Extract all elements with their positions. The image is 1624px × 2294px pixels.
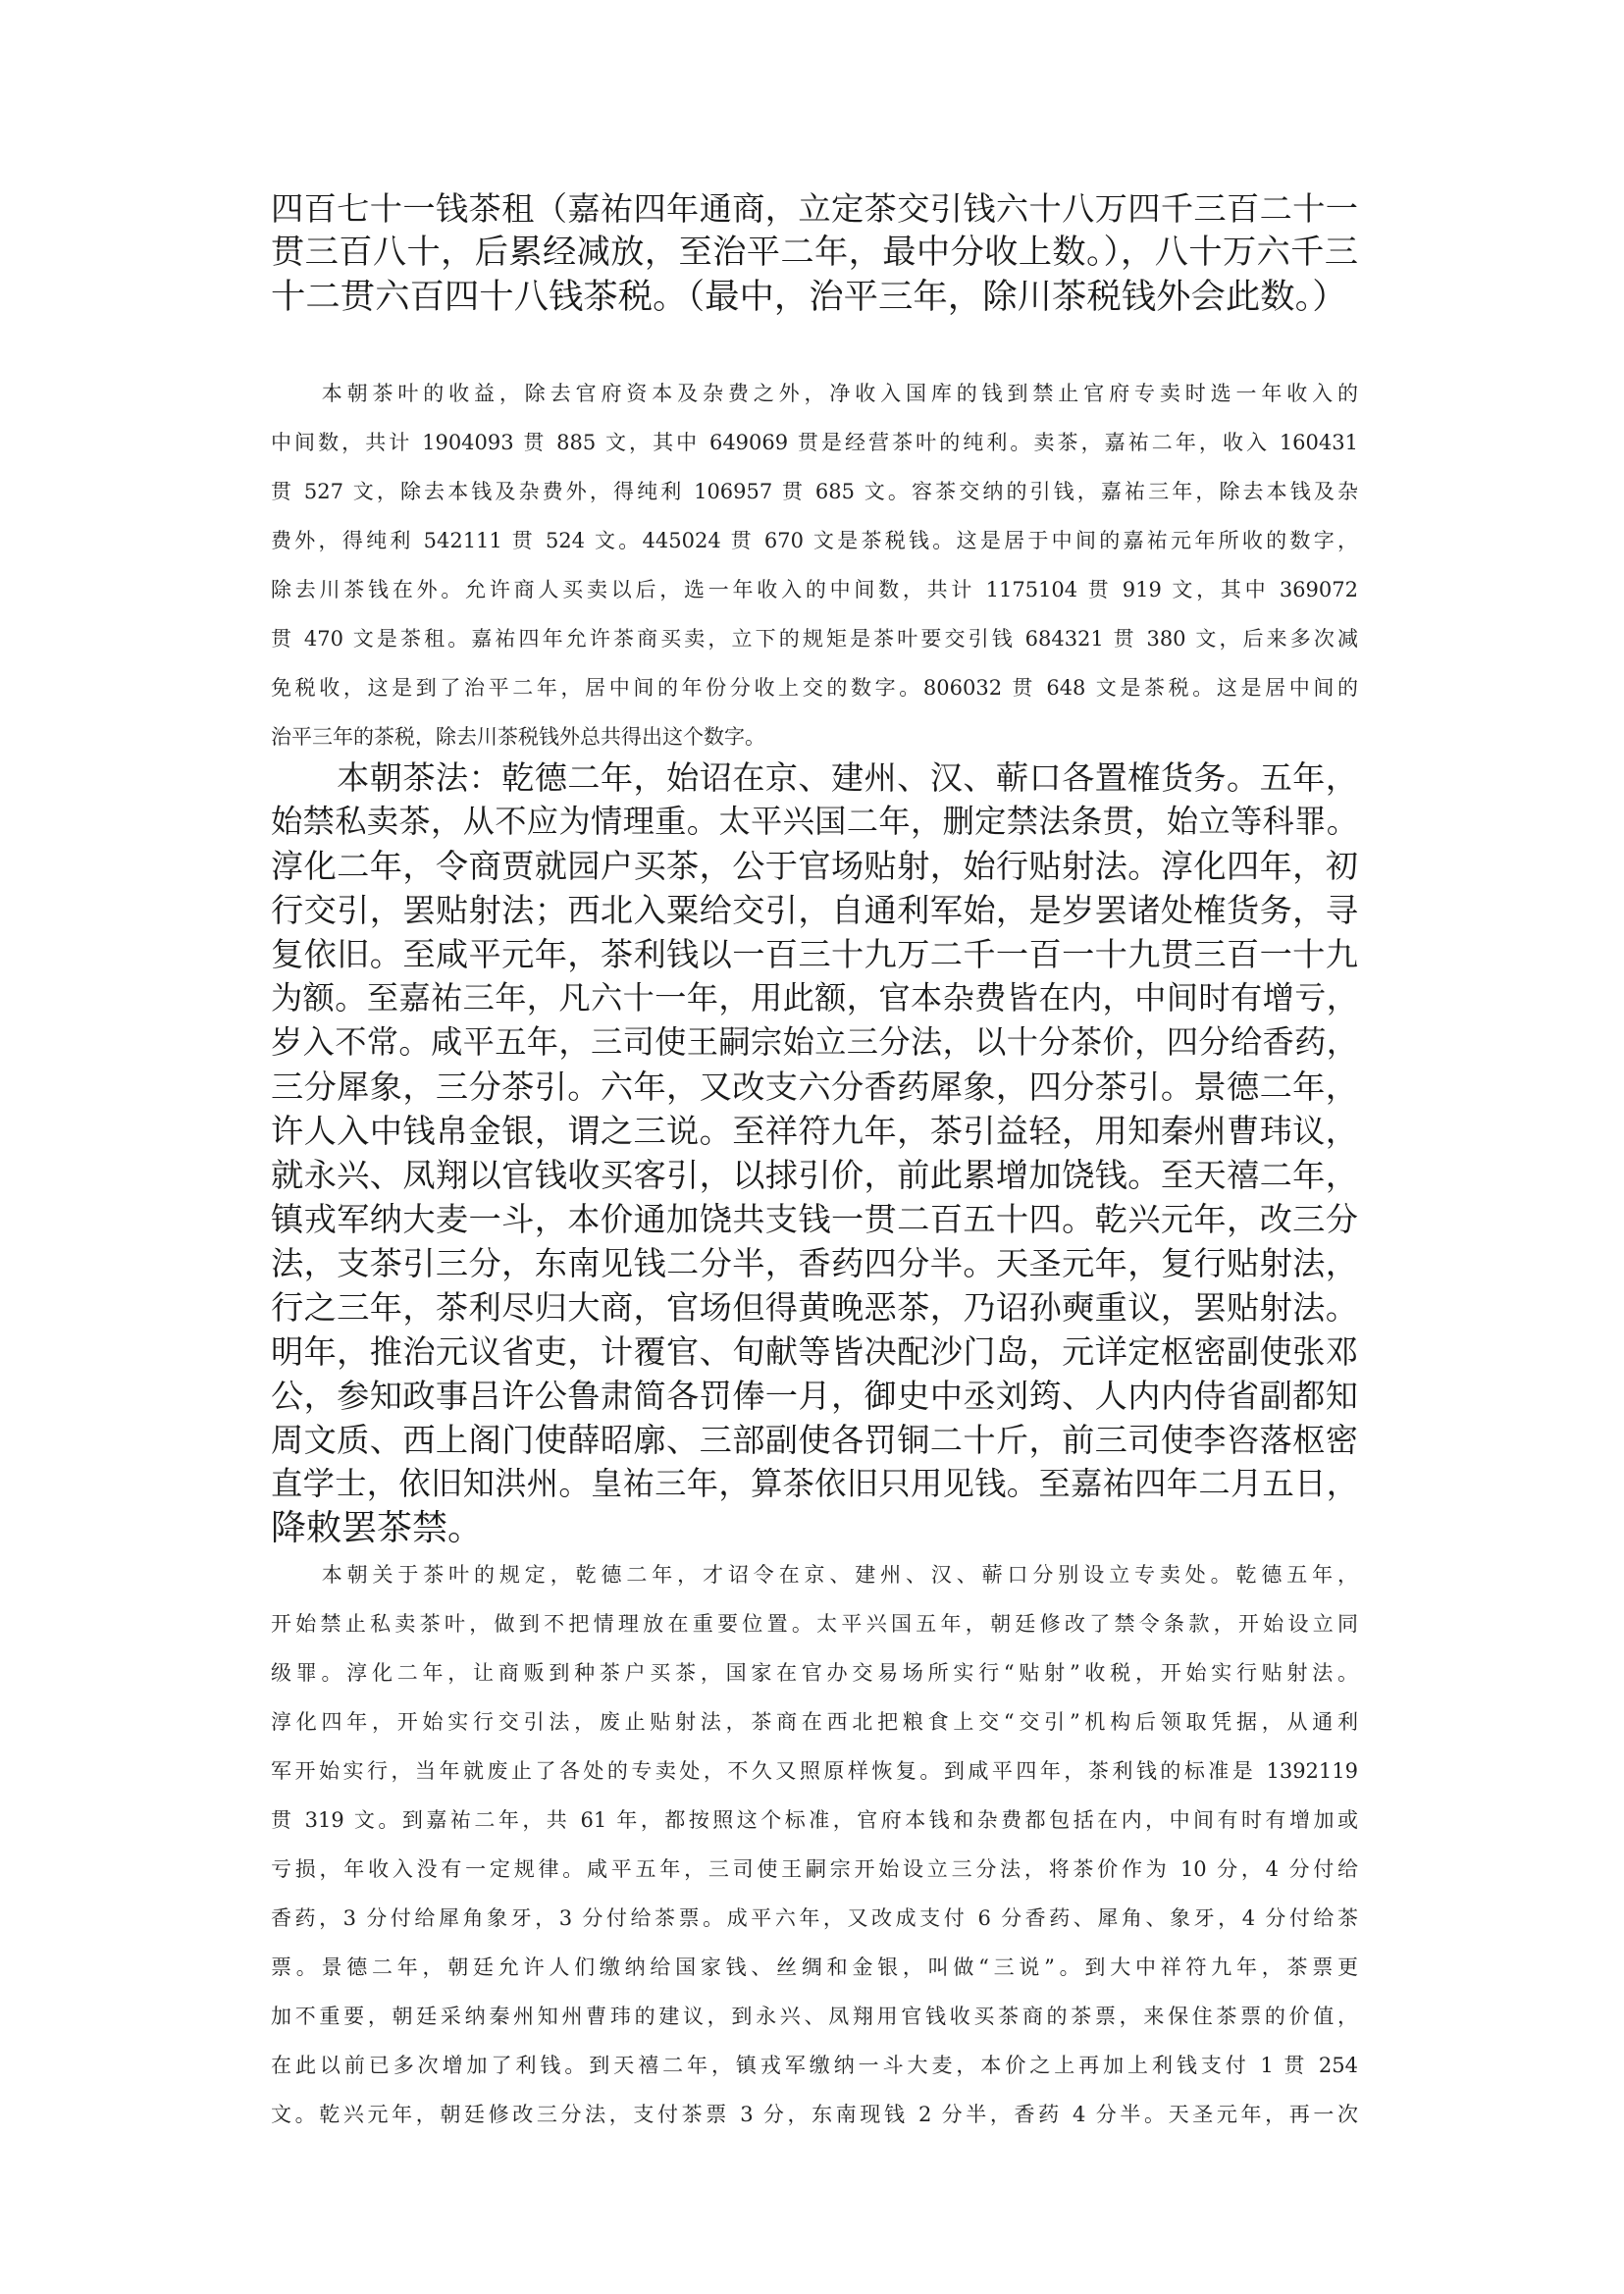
text-line: 行之三年，茶利尽归大商，官场但得黄晚恶茶，乃诏孙奭重议，罢贴射法。 [271,1288,1358,1327]
text-line: 始禁私卖茶，从不应为情理重。太平兴国二年，删定禁法条贯，始立等科罪。 [271,803,1358,840]
text-line: 军开始实行，当年就废止了各处的专卖处，不久又照原样恢复。到咸平四年，茶利钱的标准是 1392119 [271,1759,1358,1783]
text-line: 中间数，共计 1904093 贯 885 文，其中 649069 贯是经营茶叶的纯利。卖茶，嘉祐二年，收入 160431 [271,431,1358,454]
text-line: 岁入不常。咸平五年，三司使王嗣宗始立三分法，以十分茶价，四分给香药， [271,1023,1358,1061]
text-line: 行交引，罢贴射法；西北入粟给交引，自通利军始，是岁罢诸处榷货务，寻 [271,891,1358,929]
text-line: 贯三百八十，后累经减放，至治平二年，最中分收上数。），八十万六千三 [271,233,1358,272]
text-line: 降敕罢茶禁。 [271,1508,484,1548]
classical-text-paragraph-1 [271,186,1358,319]
text-line: 就永兴、凤翔以官钱收买客引，以捄引价，前此累增加饶钱。至天禧二年， [271,1156,1358,1194]
text-line: 法，支茶引三分，东南见钱二分半，香药四分半。天圣元年，复行贴射法， [271,1244,1358,1282]
text-line: 四百七十一钱茶租（嘉祐四年通商，立定茶交引钱六十八万四千三百二十一 [271,189,1358,228]
translation-paragraph-1 [271,369,1358,761]
text-line: 贯 470 文是茶租。嘉祐四年允许茶商买卖，立下的规矩是茶叶要交引钱 684321 贯 380 文，后来多次减 [271,627,1358,651]
text-line: 费外，得纯利 542111 贯 524 文。445024 贯 670 文是茶税钱。这是居于中间的嘉祐元年所收的数字， [271,529,1358,552]
text-line: 直学士，依旧知洪州。皇祐三年，算茶依旧只用见钱。至嘉祐四年二月五日， [271,1465,1358,1502]
text-line: 亏损，年收入没有一定规律。咸平五年，三司使王嗣宗开始设立三分法，将茶价作为 10 分，4 分付给 [271,1857,1358,1881]
text-line: 三分犀象，三分茶引。六年，又改支六分香药犀象，四分茶引。景德二年， [271,1068,1358,1106]
text-line: 淳化四年，开始实行交引法，废止贴射法，茶商在西北把粮食上交“交引”机构后领取凭据，从通利 [271,1710,1358,1734]
translation-paragraph-2 [271,1550,1358,2139]
text-line: 为额。至嘉祐三年，凡六十一年，用此额，官本杂费皆在内，中间时有增亏， [271,979,1358,1017]
text-line: 文。乾兴元年，朝廷修改三分法，支付茶票 3 分，东南现钱 2 分半，香药 4 分半。天圣元年，再一次 [271,2103,1358,2126]
text-line: 镇戎军纳大麦一斗，本价通加饶共支钱一贯二百五十四。乾兴元年，改三分 [271,1200,1358,1238]
text-line: 复依旧。至咸平元年，茶利钱以一百三十九万二千一百一十九贯三百一十九 [271,935,1358,973]
text-line: 免税收，这是到了治平二年，居中间的年份分收上交的数字。806032 贯 648 文是茶税。这是居中间的 [271,676,1358,700]
text-line: 本朝关于茶叶的规定，乾德二年，才诏令在京、建州、汉、蕲口分别设立专卖处。乾德五年， [271,1563,1358,1587]
text-line: 本朝茶叶的收益，除去官府资本及杂费之外，净收入国库的钱到禁止官府专卖时选一年收入的 [271,382,1358,405]
text-line: 加不重要，朝廷采纳秦州知州曹玮的建议，到永兴、凤翔用官钱收买茶商的茶票，来保住茶票的价值， [271,2005,1358,2028]
text-line: 治平三年的茶税，除去川茶税钱外总共得出这个数字。 [271,725,765,749]
text-line: 本朝茶法：乾德二年，始诏在京、建州、汉、蕲口各置榷货务。五年， [271,758,1358,797]
text-line: 级罪。淳化二年，让商贩到种茶户买茶，国家在官办交易场所实行“贴射”收税，开始实行贴射法。 [271,1661,1358,1685]
text-line: 贯 527 文，除去本钱及杂费外，得纯利 106957 贯 685 文。容茶交纳的引钱，嘉祐三年，除去本钱及杂 [271,480,1358,503]
text-line: 开始禁止私卖茶叶，做到不把情理放在重要位置。太平兴国五年，朝廷修改了禁令条款，开始设立同 [271,1612,1358,1636]
text-line: 公，参知政事吕许公鲁肃简各罚俸一月，御史中丞刘筠、人内内侍省副都知 [271,1377,1358,1415]
text-line: 在此以前已多次增加了利钱。到天禧二年，镇戎军缴纳一斗大麦，本价之上再加上利钱支付 1 贯 254 [271,2054,1358,2077]
text-line: 贯 319 文。到嘉祐二年，共 61 年，都按照这个标准，官府本钱和杂费都包括在内，中间有时有增加或 [271,1808,1358,1832]
text-line: 许人入中钱帛金银，谓之三说。至祥符九年，茶引益轻，用知秦州曹玮议， [271,1112,1358,1150]
text-line: 淳化二年，令商贾就园户买茶，公于官场贴射，始行贴射法。淳化四年，初 [271,847,1358,885]
text-line: 明年，推治元议省吏，计覆官、旬献等皆决配沙门岛，元详定枢密副使张邓 [271,1332,1358,1371]
text-line: 香药，3 分付给犀角象牙，3 分付给茶票。成平六年，又改成支付 6 分香药、犀角、象牙，4 分付给茶 [271,1906,1358,1930]
text-line: 票。景德二年，朝廷允许人们缴纳给国家钱、丝绸和金银，叫做“三说”。到大中祥符九年，茶票更 [271,1955,1358,1979]
classical-text-paragraph-2 [271,756,1358,1550]
text-line: 除去川茶钱在外。允许商人买卖以后，选一年收入的中间数，共计 1175104 贯 919 文，其中 369072 [271,578,1358,601]
text-line: 周文质、西上阁门使薛昭廓、三部副使各罚铜二十斤，前三司使李咨落枢密 [271,1421,1358,1459]
text-line: 十二贯六百四十八钱茶税。（最中，治平三年，除川茶税钱外会此数。） [271,277,1347,317]
